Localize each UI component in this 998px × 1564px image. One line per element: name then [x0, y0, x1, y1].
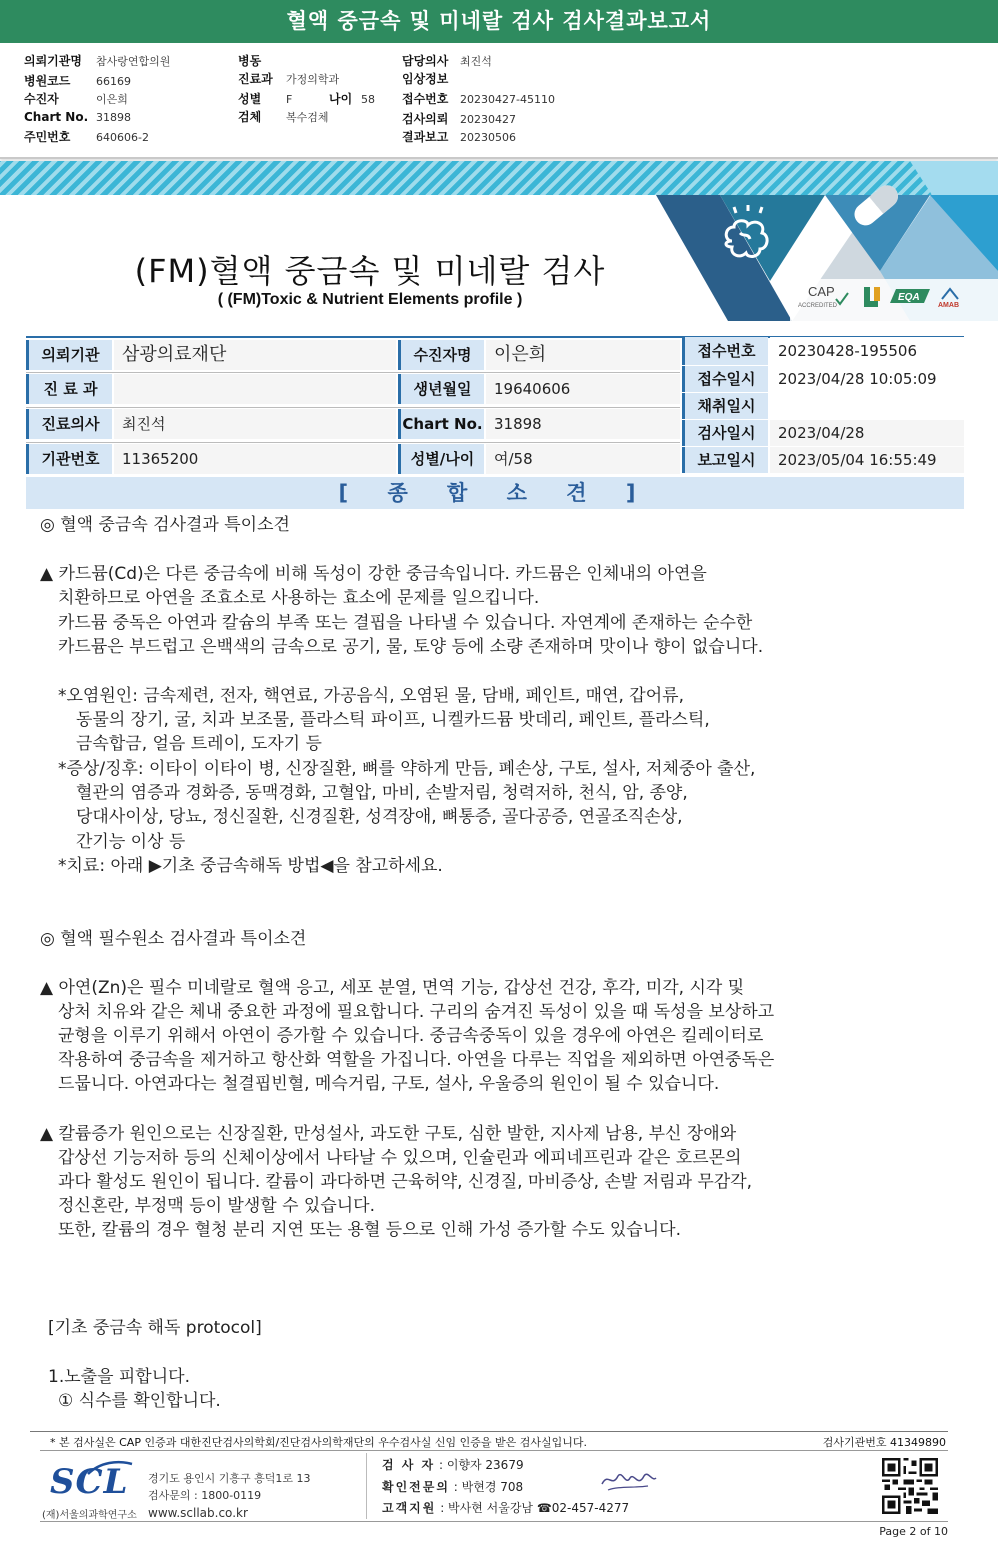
value-collection-datetime [770, 393, 964, 419]
zinc-paragraph-line: ▲ 아연(Zn)은 필수 미네랄로 혈액 응고, 세포 분열, 면역 기능, 갑상선 건강, 후각, 미각, 시각 및 [40, 978, 745, 998]
info-hospital-code: 병원코드 66169 [24, 74, 131, 88]
page-number: Page 2 of 10 [879, 1525, 948, 1538]
potassium-paragraph-line: 또한, 칼륨의 경우 혈청 분리 지연 또는 용혈 등으로 인해 가성 증가할 수도 있습니다. [58, 1220, 681, 1240]
document-subtitle: ( (FM)Toxic & Nutrient Elements profile ) [217, 291, 523, 308]
header-graphic [650, 161, 998, 321]
staff-tester: 검 사 자 : 이향자 23679 [382, 1458, 524, 1472]
value-report-datetime: 2023/05/04 16:55:49 [770, 447, 964, 473]
potassium-paragraph-line: 갑상선 기능저하 등의 신체이상에서 나타날 수 있으며, 인슐린과 에피네프린과 같은 호르몬의 [58, 1148, 742, 1168]
section-essential-elements-heading: ◎ 혈액 필수원소 검사결과 특이소견 [40, 929, 307, 949]
summary-header: [ 종 합 소 견 ] [26, 477, 964, 509]
cadmium-paragraph-line: ▲ 카드뮴(Cd)은 다른 중금속에 비해 독성이 강한 중금속입니다. 카드뮴은 인체내의 아연을 [40, 564, 707, 584]
label-requesting-institution: 의뢰기관 [26, 340, 112, 370]
label-birth-date: 생년월일 [398, 374, 484, 404]
value-receipt-datetime: 2023/04/28 10:05:09 [770, 366, 964, 392]
info-hospital-name: 의뢰기관명 참사랑연합의원 [24, 54, 171, 68]
cadmium-symptoms-line: *증상/징후: 이타이 이타이 병, 신장질환, 뼈를 약하게 만듬, 폐손상, 구토, 설사, 저체중아 출산, [58, 759, 756, 779]
document-title: (FM)혈액 중금속 및 미네랄 검사 [134, 252, 606, 290]
potassium-paragraph-line: 정신혼란, 부정맥 등이 발생할 수 있습니다. [58, 1196, 376, 1216]
value-institution-number: 11365200 [114, 444, 396, 474]
zinc-paragraph-line: 드뭅니다. 아연과다는 철결핍빈혈, 메슥거림, 구토, 설사, 우울증의 원인이 될 수 있습니다. [58, 1074, 720, 1094]
staff-customer-support: 고객지원 : 박사현 서울강남 ☎02-457-4277 [382, 1501, 630, 1515]
cadmium-paragraph-line: 치환하므로 아연을 조효소로 사용하는 효소에 문제를 일으킵니다. [58, 588, 540, 608]
info-request-date: 검사의뢰 20230427 [402, 112, 516, 126]
svg-text:ACCREDITED: ACCREDITED [798, 303, 838, 309]
cadmium-paragraph-line: 카드뮴 중독은 아연과 칼슘의 부족 또는 결핍을 나타낼 수 있습니다. 자연계에 존재하는 순수한 [58, 613, 753, 633]
info-report-date: 결과보고 20230506 [402, 130, 516, 144]
cadmium-symptoms-line: 당대사이상, 당뇨, 정신질환, 신경질환, 성격장애, 뼈통증, 골다공증, 연골조직손상, [76, 807, 683, 827]
label-department: 진 료 과 [26, 374, 112, 404]
cadmium-paragraph-line: 카드뮴은 부드럽고 은백색의 금속으로 공기, 물, 토양 등에 소량 존재하며 맛이나 향이 없습니다. [58, 637, 764, 657]
lab-address: 경기도 용인시 기흥구 흥덕1로 13 [148, 1472, 311, 1485]
cadmium-sources-line: 동물의 장기, 굴, 치과 보조물, 플라스틱 파이프, 니켈카드뮴 밧데리, 페인트, 플라스틱, [76, 710, 710, 730]
info-doctor: 담당의사 최진석 [402, 54, 492, 68]
label-sex-age: 성별/나이 [398, 444, 484, 474]
label-institution-number: 기관번호 [26, 444, 112, 474]
staff-specialist: 확인전문의 : 박현경 708 [382, 1480, 524, 1494]
lab-name: (재)서울의과학연구소 [42, 1510, 137, 1521]
svg-text:EQA: EQA [898, 292, 920, 303]
eqa-cert-logo [890, 289, 930, 303]
info-receipt-no: 접수번호 20230427-45110 [402, 92, 555, 106]
info-specimen: 검체 복수검체 [238, 110, 329, 124]
zinc-paragraph-line: 작용하여 중금속을 제거하고 항산화 역할을 가집니다. 아연을 다루는 직업을 제외하면 아연중독은 [58, 1050, 775, 1070]
svg-text:AMAB: AMAB [938, 302, 959, 309]
potassium-paragraph-line: 과다 활성도 원인이 됩니다. 칼륨이 과다하면 근육허약, 신경질, 마비증상, 손발 저림과 무감각, [58, 1172, 753, 1192]
label-collection-datetime: 채취일시 [682, 393, 768, 419]
info-sex: 성별 F [238, 92, 293, 106]
zinc-paragraph-line: 균형을 이루기 위해서 아연이 증가할 수 있습니다. 중금속중독이 있을 경우에 아연은 킬레이터로 [58, 1026, 764, 1046]
patient-info-table [26, 336, 964, 473]
value-requesting-institution: 삼광의료재단 [114, 340, 396, 370]
scl-logo: SCL [50, 1462, 129, 1502]
info-clinical: 임상정보 [402, 72, 449, 86]
info-patient: 수진자 이은희 [24, 92, 128, 106]
protocol-heading: [기초 중금속 해독 protocol] [48, 1318, 262, 1338]
label-receipt-datetime: 접수일시 [682, 366, 768, 392]
label-receipt-number: 접수번호 [682, 337, 768, 365]
info-resident-no: 주민번호 640606-2 [24, 130, 149, 144]
cadmium-sources-line: *오염원인: 금속제련, 전자, 핵연료, 가공음식, 오염된 물, 담배, 페인트, 매연, 갑어류, [58, 686, 684, 706]
lab-phone: 검사문의 : 1800-0119 [148, 1489, 262, 1502]
report-info-block [0, 43, 998, 159]
potassium-paragraph-line: ▲ 칼륨증가 원인으로는 신장질환, 만성설사, 과도한 구토, 심한 발한, 지사제 남용, 부신 장애와 [40, 1124, 737, 1144]
label-doctor: 진료의사 [26, 409, 112, 439]
signature-image [598, 1466, 658, 1494]
protocol-step: 1.노출을 피합니다. [48, 1367, 190, 1387]
value-doctor: 최진석 [114, 409, 396, 439]
cadmium-symptoms-line: 혈관의 염증과 경화증, 동맥경화, 고혈압, 마비, 손발저림, 청력저하, 천식, 암, 종양, [76, 783, 688, 803]
section-heavy-metal-heading: ◎ 혈액 중금속 검사결과 특이소견 [40, 515, 290, 535]
report-banner-title: 혈액 중금속 및 미네랄 검사 검사결과보고서 [0, 0, 998, 43]
protocol-substep: ① 식수를 확인합니다. [58, 1391, 221, 1411]
label-test-datetime: 검사일시 [682, 420, 768, 446]
lab-website: www.scllab.co.kr [148, 1506, 248, 1520]
info-chart-no: Chart No. 31898 [24, 110, 131, 124]
value-test-datetime: 2023/04/28 [770, 420, 964, 446]
value-sex-age: 여/58 [486, 444, 680, 474]
label-report-datetime: 보고일시 [682, 447, 768, 473]
zinc-paragraph-line: 상처 치유와 같은 체내 중요한 과정에 필요합니다. 구리의 숨겨진 독성이 있을 때 독성을 보상하고 [58, 1002, 775, 1022]
cadmium-treatment-line: *치료: 아래 ▶기초 중금속해독 방법◀을 참고하세요. [58, 856, 443, 876]
svg-text:CAP: CAP [808, 284, 835, 299]
value-receipt-number: 20230428-195506 [770, 337, 964, 365]
value-patient-name: 이은희 [486, 340, 680, 370]
footer-lab-number: 검사기관번호 41349890 [822, 1436, 946, 1449]
cadmium-sources-line: 금속합금, 얼음 트레이, 도자기 등 [76, 734, 322, 754]
info-ward: 병동 [238, 54, 262, 68]
qr-code-icon [882, 1458, 938, 1514]
scl-swoosh-icon [86, 1460, 134, 1478]
value-chart-no: 31898 [486, 409, 680, 439]
value-department [114, 374, 396, 404]
footer-certification-note: * 본 검사실은 CAP 인증과 대한진단검사의학회/진단검사의학재단의 우수검사실 신임 인증을 받은 검사실입니다. [50, 1436, 588, 1449]
cadmium-symptoms-line: 간기능 이상 등 [76, 832, 186, 852]
value-birth-date: 19640606 [486, 374, 680, 404]
label-chart-no: Chart No. [398, 409, 484, 439]
info-age: 나이 58 [329, 92, 375, 106]
info-department: 진료과 가정의학과 [238, 72, 340, 86]
label-patient-name: 수진자명 [398, 340, 484, 370]
